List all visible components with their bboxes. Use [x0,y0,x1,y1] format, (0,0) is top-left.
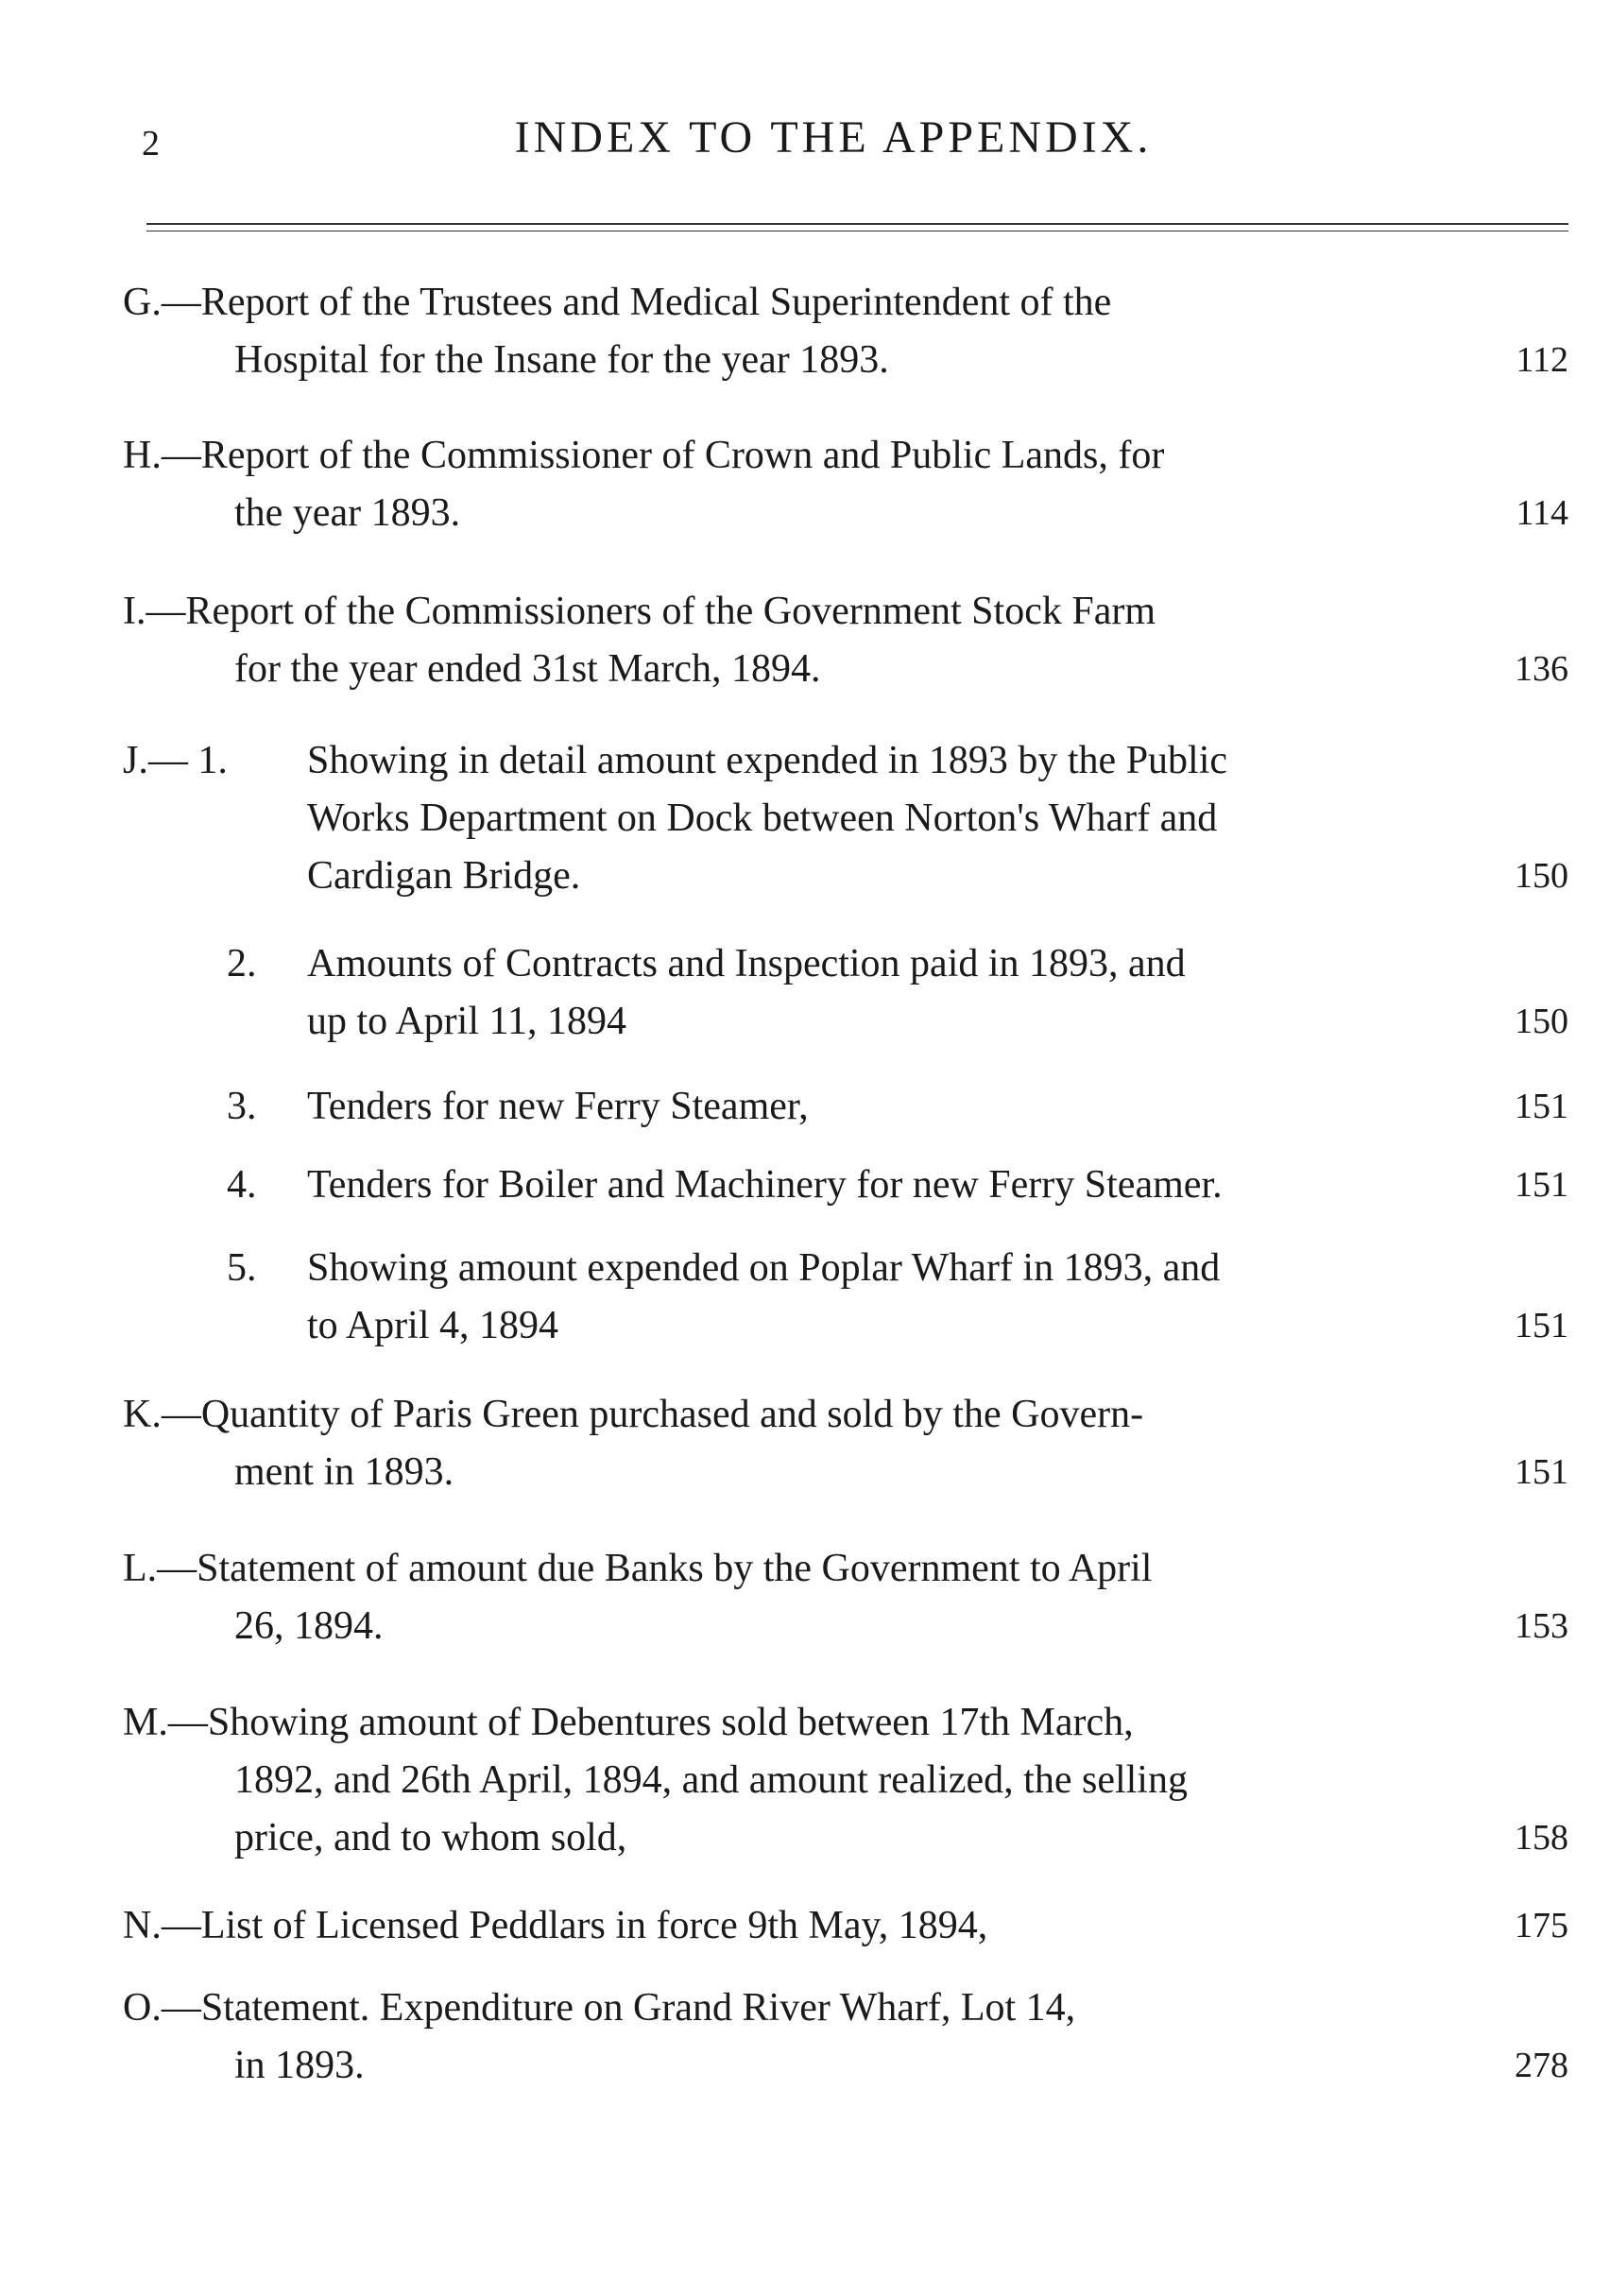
entry-line: Works Department on Dock between Norton's Wharf and [307,797,1218,840]
page-reference: 136 [1515,649,1568,689]
entry-line: N.—List of Licensed Peddlars in force 9th May, 1894, [123,1904,988,1947]
entry-line: in 1893. [234,2044,365,2087]
entry-line: Cardigan Bridge. [307,854,581,898]
header-rule [146,223,1568,225]
entry-line: K.—Quantity of Paris Green purchased and sold by the Govern- [123,1393,1144,1436]
entry-line: the year 1893. [234,491,461,535]
entry-line: Tenders for Boiler and Machinery for new Ferry Steamer. [307,1163,1223,1207]
entry-line: Showing in detail amount expended in 1893 by the Public [307,739,1228,782]
item-number: 5. [227,1246,257,1290]
item-number: 4. [227,1163,257,1207]
page-reference: 150 [1515,1002,1568,1041]
entry-line: ment in 1893. [234,1450,454,1494]
entry-line: G.—Report of the Trustees and Medical Superintendent of the [123,281,1112,324]
page-number: 2 [142,124,161,163]
entry-line: price, and to whom sold, [234,1816,627,1859]
page-reference: 278 [1515,2046,1568,2085]
page-reference: 112 [1516,340,1568,380]
entry-line: O.—Statement. Expenditure on Grand River Wharf, Lot 14, [123,1986,1076,2030]
entry-line: L.—Statement of amount due Banks by the Government to April [123,1547,1153,1590]
page-reference: 151 [1515,1087,1568,1126]
page-reference: 150 [1515,856,1568,896]
item-number: 2. [227,942,257,985]
entry-line: up to April 11, 1894 [307,1000,626,1043]
page-reference: 114 [1516,493,1568,533]
entry-line: Hospital for the Insane for the year 1893. [234,338,889,382]
entry-line: 1892, and 26th April, 1894, and amount realized, the selling [234,1758,1188,1802]
entry-line: for the year ended 31st March, 1894. [234,647,821,691]
entry-line: Showing amount expended on Poplar Wharf in 1893, and [307,1246,1221,1290]
entry-line: to April 4, 1894 [307,1304,559,1347]
entry-line: H.—Report of the Commissioner of Crown and Public Lands, for [123,434,1165,477]
page-reference: 151 [1515,1452,1568,1492]
entry-line: I.—Report of the Commissioners of the Government Stock Farm [123,590,1156,633]
page-reference: 175 [1515,1906,1568,1945]
page-reference: 151 [1515,1306,1568,1345]
page-reference: 158 [1515,1818,1568,1858]
entry-line: 26, 1894. [234,1604,384,1648]
entry-line: Tenders for new Ferry Steamer, [307,1085,809,1128]
entry-line: Amounts of Contracts and Inspection paid in 1893, and [307,942,1186,985]
page-reference: 153 [1515,1606,1568,1646]
page-reference: 151 [1515,1165,1568,1205]
page-title: INDEX TO THE APPENDIX. [514,112,1153,163]
section-j-prefix: J.— 1. [123,739,228,782]
item-number: 3. [227,1085,257,1128]
entry-line: M.—Showing amount of Debentures sold between 17th March, [123,1701,1134,1744]
